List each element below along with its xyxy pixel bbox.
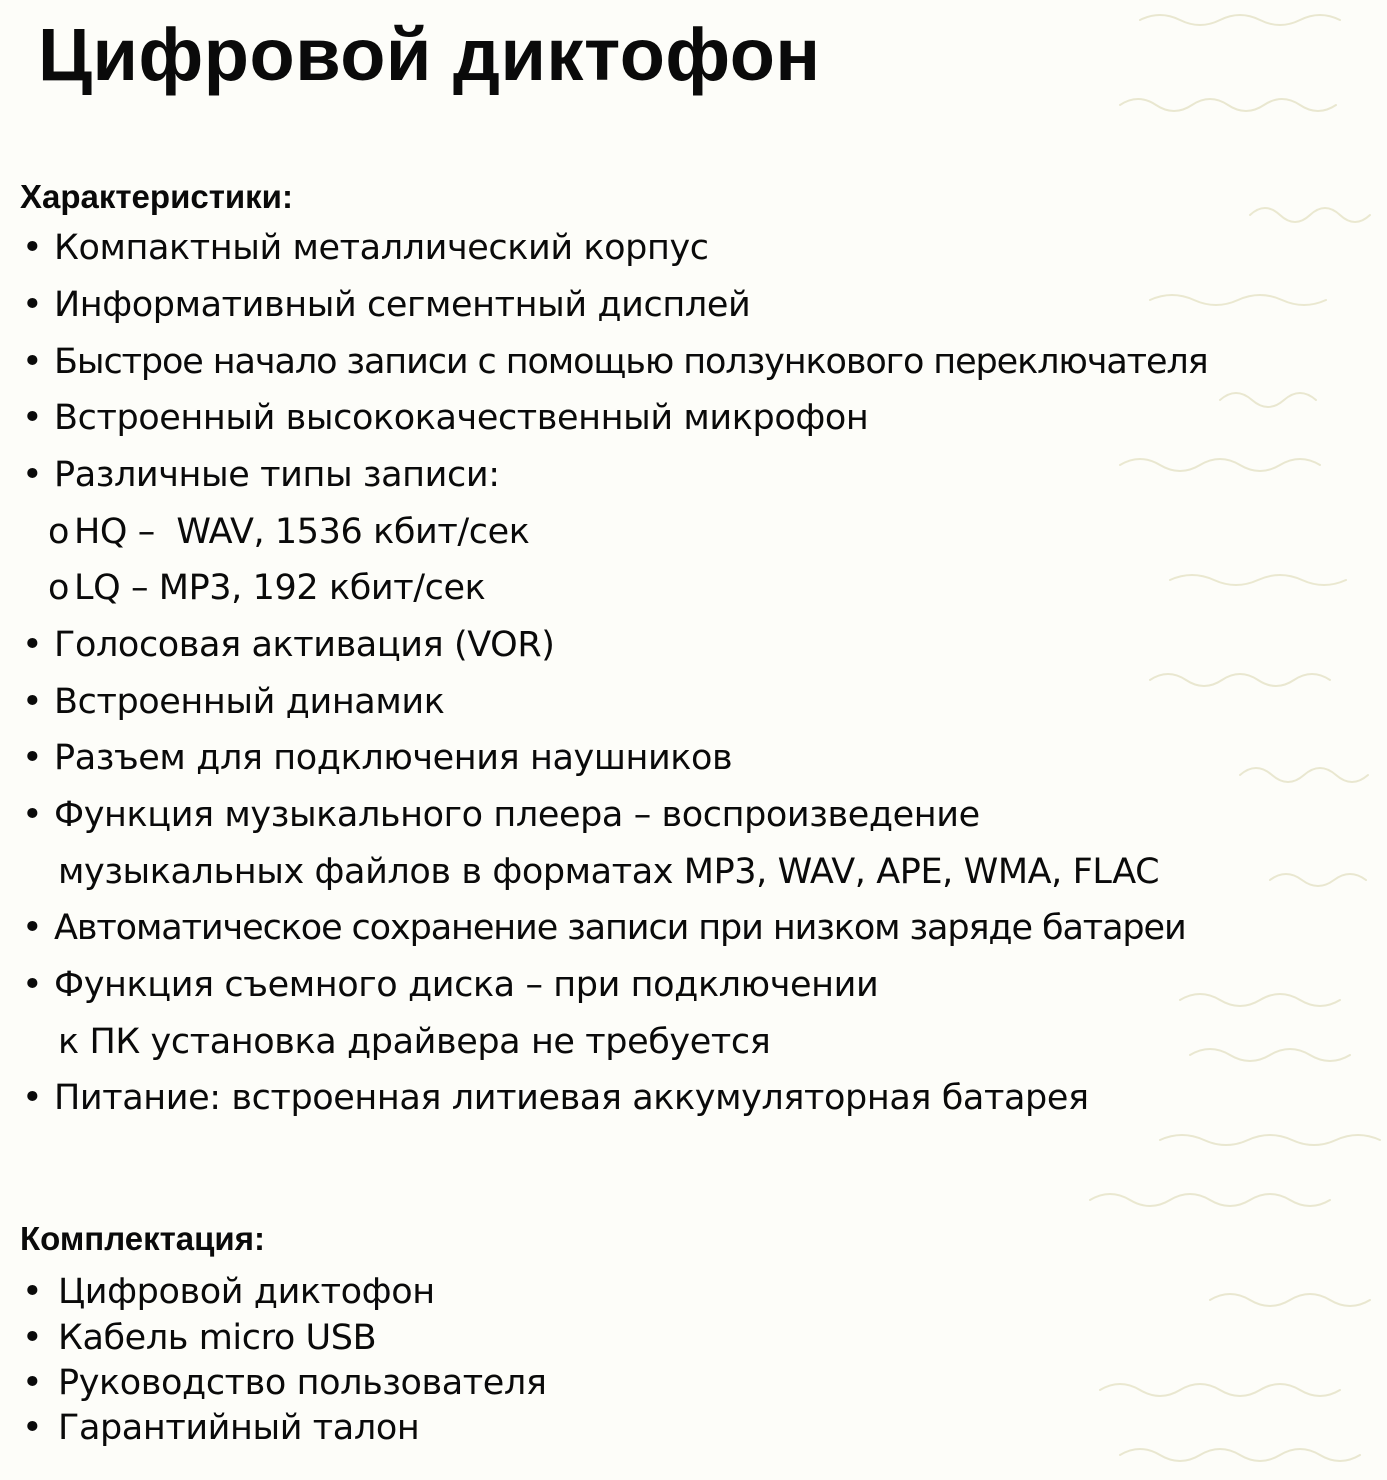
feature-item (22, 736, 732, 780)
feature-text: HQ – WAV, 1536 кбит/сек (74, 512, 530, 552)
bullet-icon: • (22, 965, 43, 1005)
bullet-icon: • (22, 738, 43, 778)
feature-text: Разъем для подключения наушников (54, 738, 733, 778)
feature-item (22, 793, 980, 837)
kit-text: Руководство пользователя (58, 1363, 547, 1403)
feature-text: Питание: встроенная литиевая аккумуляторная батарея (54, 1078, 1089, 1118)
kit-text: Кабель micro USB (58, 1318, 377, 1358)
features-heading: Характеристики: (20, 178, 293, 215)
feature-text: LQ – MP3, 192 кбит/сек (74, 568, 486, 608)
bullet-icon: • (22, 1363, 43, 1403)
kit-item (22, 1406, 419, 1450)
feature-item (22, 906, 1186, 950)
kit-heading: Комплектация: (20, 1220, 265, 1257)
bullet-icon: • (22, 908, 43, 948)
feature-item (22, 1076, 1089, 1120)
feature-item (22, 396, 868, 440)
feature-text: Встроенный высококачественный микрофон (54, 398, 869, 438)
feature-item (22, 453, 500, 497)
kit-text: Гарантийный талон (58, 1408, 420, 1448)
bullet-icon: • (22, 398, 43, 438)
feature-item (22, 283, 750, 327)
feature-text: Быстрое начало записи с помощью ползункового переключателя (54, 342, 1208, 382)
kit-item (22, 1316, 376, 1360)
feature-item (22, 226, 709, 270)
feature-subitem (48, 566, 485, 610)
bullet-icon: • (22, 1318, 43, 1358)
bullet-icon: • (22, 1078, 43, 1118)
feature-text: Компактный металлический корпус (54, 228, 709, 268)
feature-text: Автоматическое сохранение записи при низком заряде батареи (54, 908, 1186, 948)
feature-text: Различные типы записи: (54, 455, 500, 495)
kit-item (22, 1361, 547, 1405)
feature-text: Функция съемного диска – при подключении (54, 965, 879, 1005)
bullet-icon: • (22, 455, 43, 495)
bullet-icon: • (22, 795, 43, 835)
feature-text: Встроенный динамик (54, 682, 445, 722)
bullet-icon: • (22, 342, 43, 382)
feature-text: Информативный сегментный дисплей (54, 285, 751, 325)
feature-text: Функция музыкального плеера – воспроизведение (54, 795, 980, 835)
kit-text: Цифровой диктофон (58, 1272, 435, 1312)
bullet-icon: • (22, 682, 43, 722)
page-title: Цифровой диктофон (38, 13, 821, 96)
sub-bullet-icon: o (48, 512, 70, 552)
feature-item (22, 963, 878, 1007)
sub-bullet-icon: o (48, 568, 70, 608)
feature-item (22, 623, 555, 667)
bullet-icon: • (22, 1408, 43, 1448)
feature-subitem (48, 510, 530, 554)
feature-item (22, 340, 1208, 384)
bullet-icon: • (22, 625, 43, 665)
bullet-icon: • (22, 1272, 43, 1312)
bullet-icon: • (22, 228, 43, 268)
bullet-icon: • (22, 285, 43, 325)
feature-continuation: к ПК установка драйвера не требуется (58, 1022, 771, 1062)
kit-item (22, 1270, 435, 1314)
feature-item (22, 680, 444, 724)
feature-continuation: музыкальных файлов в форматах MP3, WAV, APE, WMA, FLAC (58, 852, 1160, 892)
feature-text: Голосовая активация (VOR) (54, 625, 555, 665)
